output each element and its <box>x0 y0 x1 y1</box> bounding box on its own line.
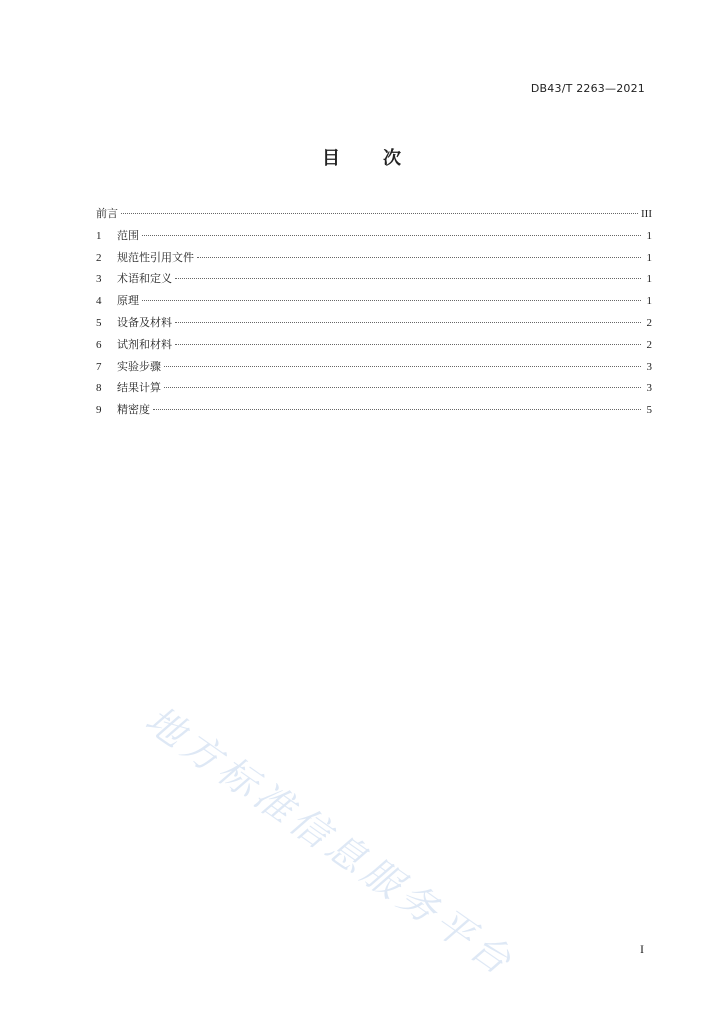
page-title <box>0 144 724 170</box>
toc-leader-dots <box>175 344 641 345</box>
toc-entry-label: 结果计算 <box>117 381 161 395</box>
toc-entry-label: 设备及材料 <box>117 315 172 329</box>
title-char-left: 目 <box>322 148 341 169</box>
toc-entry-6[interactable] <box>96 336 652 358</box>
toc-leader-dots <box>164 366 641 367</box>
toc-entry-5[interactable] <box>96 314 652 336</box>
toc-entry-label: 规范性引用文件 <box>117 250 194 264</box>
toc-entry-9[interactable] <box>96 401 652 423</box>
toc-entry-page: 1 <box>646 229 652 242</box>
toc-entry-number: 9 <box>96 404 102 417</box>
page-number: I <box>640 942 644 956</box>
toc-entry-page: 2 <box>646 338 652 351</box>
document-code: DB43/T 2263—2021 <box>530 82 645 95</box>
toc-entry-2[interactable] <box>96 249 652 271</box>
toc-leader-dots <box>142 300 641 301</box>
toc-entry-number: 4 <box>96 295 102 308</box>
toc-leader-dots <box>164 387 641 388</box>
toc-entry-page: 1 <box>646 295 652 308</box>
toc-entry-number: 6 <box>96 338 102 351</box>
toc-entry-label: 原理 <box>117 294 139 308</box>
toc-entry-number: 1 <box>96 229 102 242</box>
toc-entry-1[interactable] <box>96 227 652 249</box>
toc-entry-page: III <box>641 208 652 220</box>
toc-entry-foreword[interactable] <box>96 205 652 227</box>
toc-leader-dots <box>175 278 641 279</box>
toc-entry-label: 实验步骤 <box>117 359 161 373</box>
toc-entry-label: 前言 <box>96 207 118 220</box>
toc-entry-page: 1 <box>646 251 652 264</box>
toc-entry-number: 3 <box>96 273 102 286</box>
toc-entry-4[interactable] <box>96 292 652 314</box>
toc-entry-number: 5 <box>96 316 102 329</box>
toc-leader-dots <box>197 257 641 258</box>
toc-entry-page: 2 <box>646 316 652 329</box>
toc-leader-dots <box>175 322 641 323</box>
toc-entry-label: 术语和定义 <box>117 272 172 286</box>
toc-entry-7[interactable] <box>96 358 652 380</box>
toc-entry-label: 试剂和材料 <box>117 337 172 351</box>
toc-entry-page: 3 <box>646 382 652 395</box>
toc-entry-page: 5 <box>646 404 652 417</box>
toc-leader-dots <box>142 235 641 236</box>
toc-entry-page: 3 <box>646 360 652 373</box>
toc-entry-number: 8 <box>96 382 102 395</box>
toc-entry-number: 2 <box>96 251 102 264</box>
toc-entry-label: 范围 <box>117 228 139 242</box>
watermark: 地方标准信息服务平台 <box>137 697 524 986</box>
toc-leader-dots <box>153 409 641 410</box>
title-char-right: 次 <box>383 148 402 169</box>
toc-entry-3[interactable] <box>96 270 652 292</box>
toc-entry-number: 7 <box>96 360 102 373</box>
toc-entry-8[interactable] <box>96 379 652 401</box>
toc-entry-page: 1 <box>646 273 652 286</box>
toc-entry-label: 精密度 <box>117 403 150 417</box>
table-of-contents <box>96 205 652 423</box>
toc-leader-dots <box>121 213 638 214</box>
